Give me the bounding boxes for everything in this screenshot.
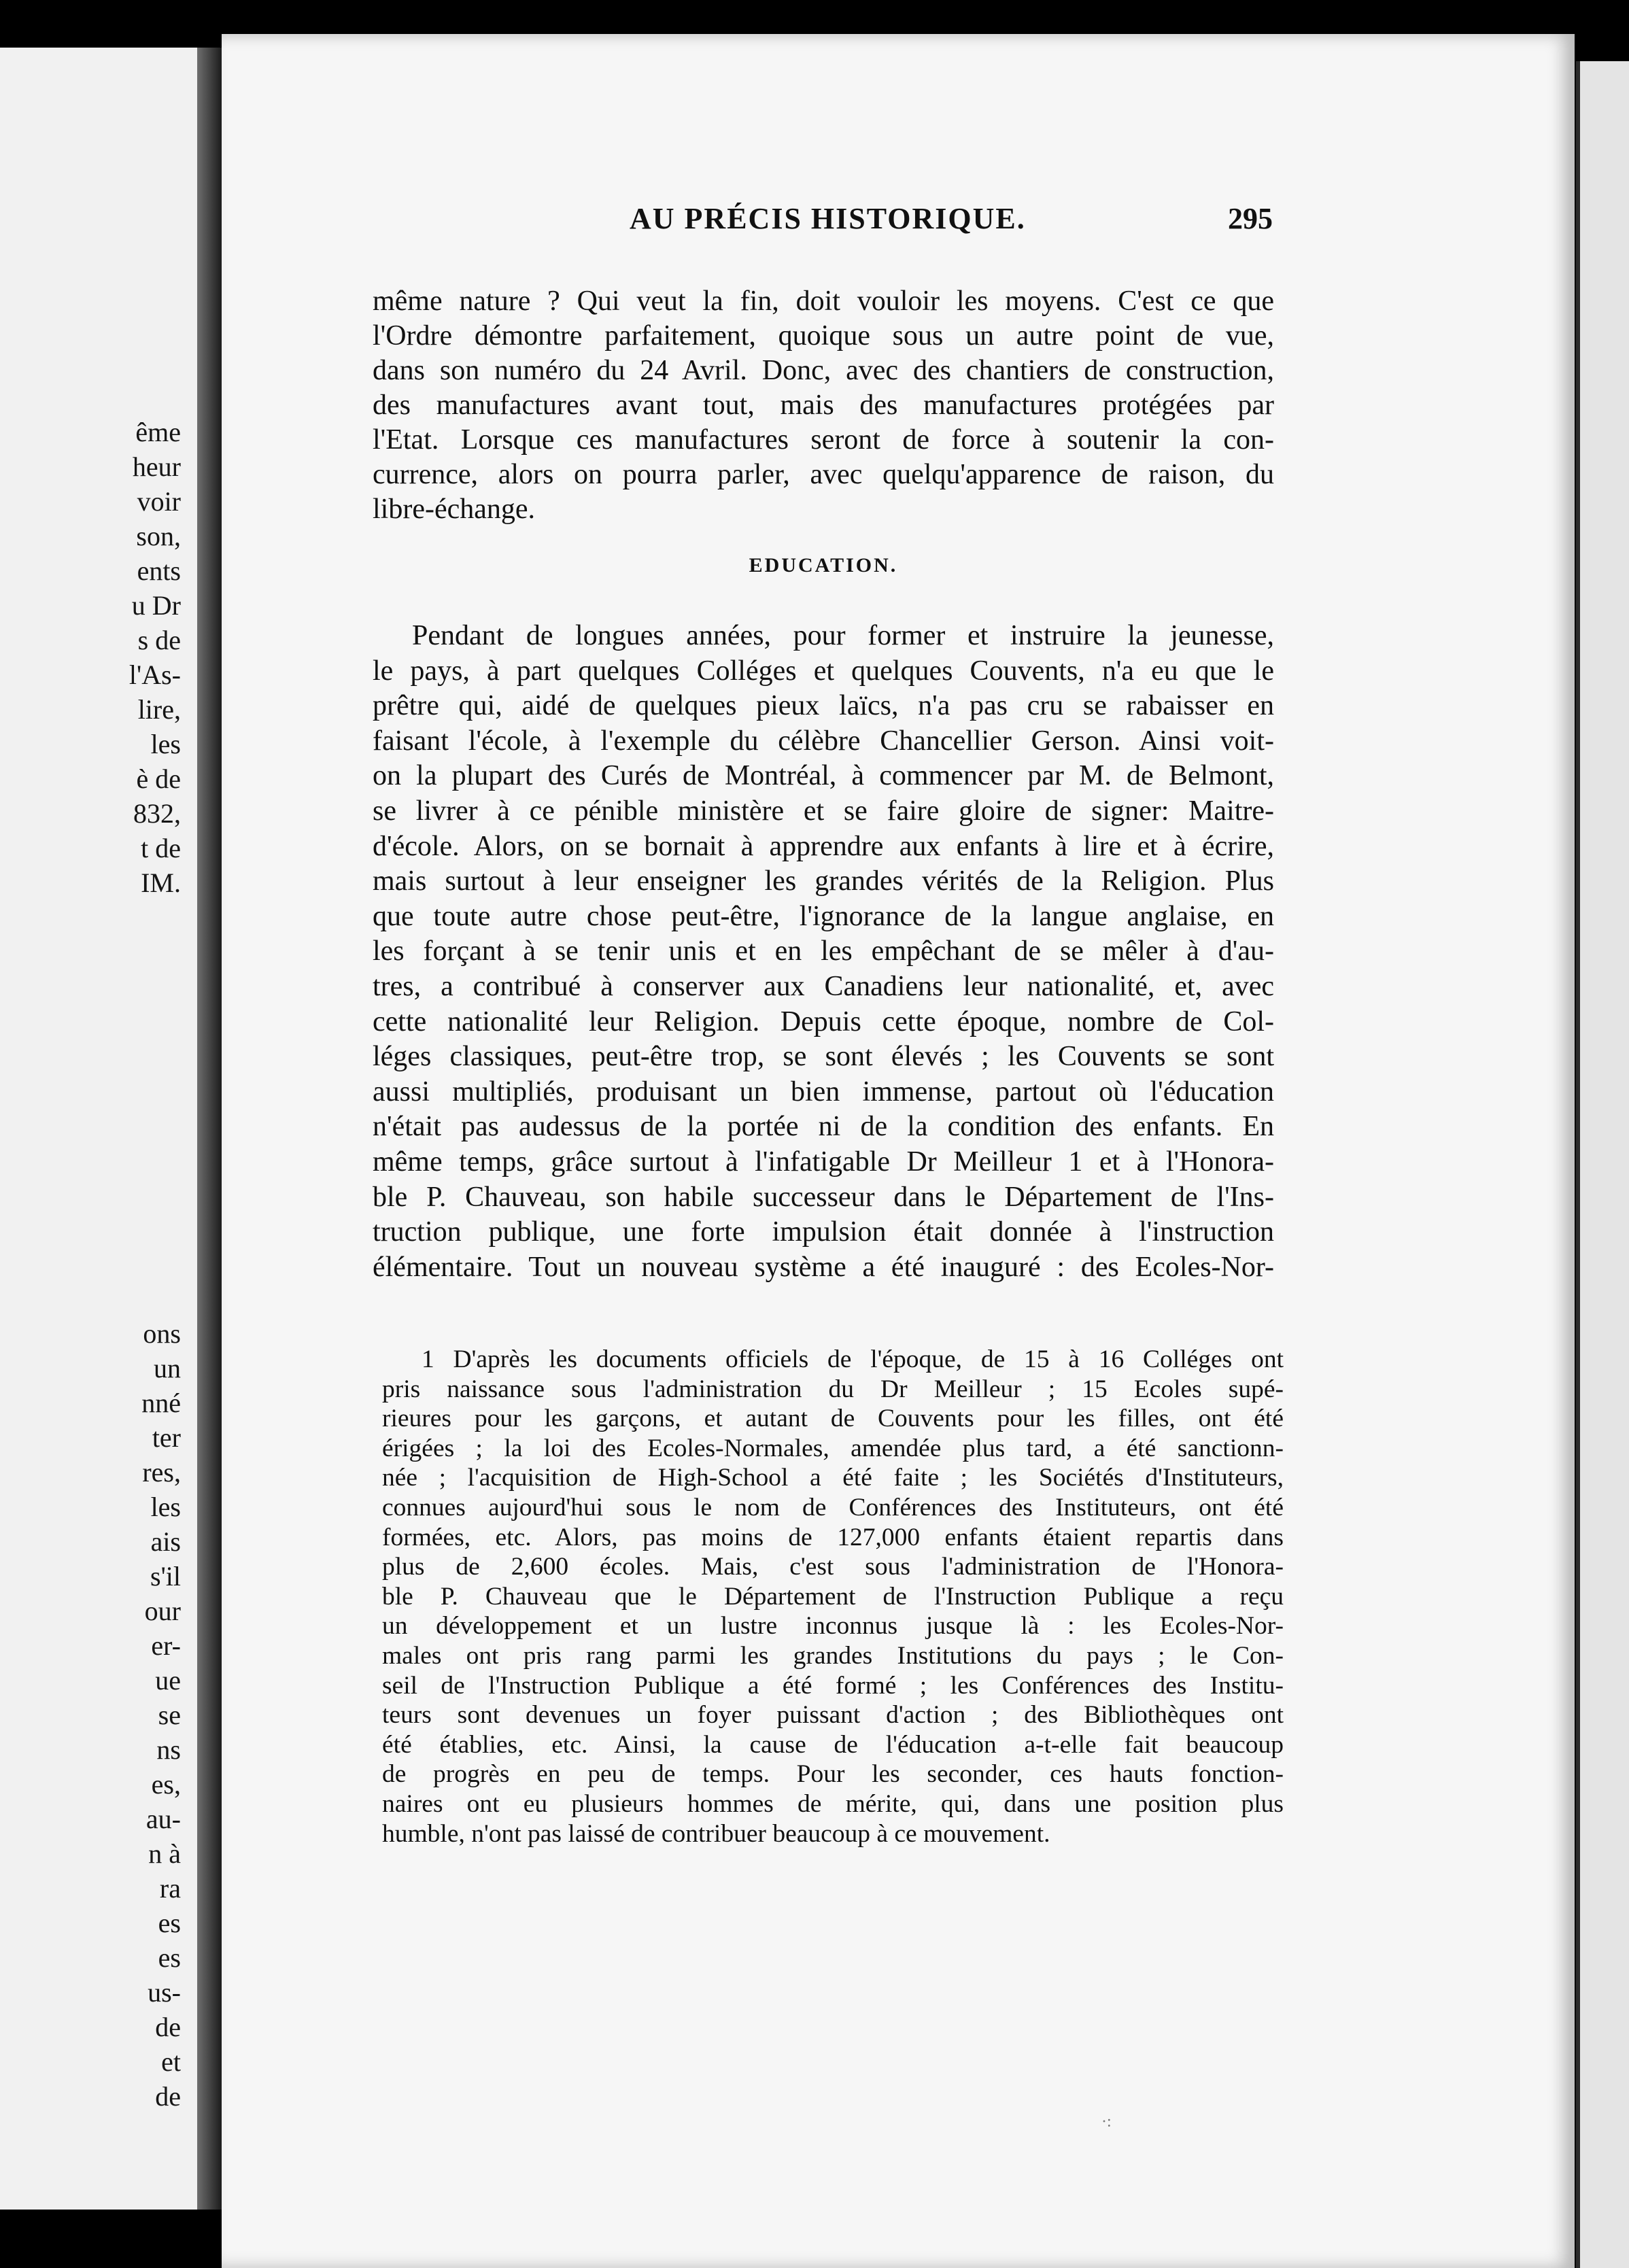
text-line: d'école. Alors, on se bornait à apprendre aux enfants à lire et à écrire, <box>373 830 1274 862</box>
facing-page-fragment: our <box>144 1596 181 1626</box>
facing-page-fragments <box>86 415 181 2114</box>
page-number: 295 <box>1228 202 1273 235</box>
footnote-line: érigées ; la loi des Ecoles-Normales, amendée plus tard, a été sanctionn- <box>382 1434 1284 1462</box>
facing-page-fragment: ra <box>159 1873 181 1904</box>
facing-page-fragment: es <box>158 1908 181 1938</box>
text-line: ble P. Chauveau, son habile successeur dans le Département de l'Ins- <box>373 1181 1274 1213</box>
text-line: faisant l'école, à l'exemple du célèbre Chancellier Gerson. Ainsi voit- <box>373 725 1274 757</box>
text-line: currence, alors on pourra parler, avec quelqu'apparence de raison, du <box>373 459 1274 490</box>
text-line: élémentaire. Tout un nouveau système a été inauguré : des Ecoles-Nor- <box>373 1251 1274 1283</box>
facing-page-fragment: ais <box>150 1526 181 1557</box>
facing-page-fragment: ême <box>135 417 181 447</box>
facing-page-fragment: son, <box>136 521 181 551</box>
next-page-edge <box>1576 61 1629 2268</box>
footnote-line: 1 D'après les documents officiels de l'époque, de 15 à 16 Colléges ont <box>422 1345 1284 1373</box>
facing-page-fragment: res, <box>142 1457 181 1488</box>
footnote-line: née ; l'acquisition de High-School a été faite ; les Sociétés d'Instituteurs, <box>382 1464 1284 1492</box>
text-line: même nature ? Qui veut la fin, doit vouloir les moyens. C'est ce que <box>373 286 1274 317</box>
text-line: les forçant à se tenir unis et en les empêchant de se mêler à d'au- <box>373 935 1274 967</box>
text-line: dans son numéro du 24 Avril. Donc, avec des chantiers de construction, <box>373 355 1274 386</box>
facing-page-fragment: heur <box>132 451 181 482</box>
facing-page-fragment: ns <box>156 1734 181 1765</box>
facing-page-fragment: au- <box>145 1804 181 1834</box>
text-line: n'était pas audessus de la portée ni de la condition des enfants. En <box>373 1111 1274 1143</box>
footnote-line: pris naissance sous l'administration du Dr Meilleur ; 15 Ecoles supé- <box>382 1375 1284 1403</box>
facing-page-fragment: voir <box>137 486 181 517</box>
facing-page-fragment: l'As- <box>128 659 181 690</box>
facing-page-fragment: ue <box>155 1665 181 1696</box>
text-line: Pendant de longues années, pour former et instruire la jeunesse, <box>412 620 1274 651</box>
text-line: des manufactures avant tout, mais des manufactures protégées par <box>373 390 1274 421</box>
text-line: on la plupart des Curés de Montréal, à commencer par M. de Belmont, <box>373 760 1274 792</box>
facing-page-fragment: de <box>155 2081 181 2112</box>
facing-page-fragment: es <box>158 1942 181 1973</box>
footnote-line: ble P. Chauveau que le Département de l'Instruction Publique a reçu <box>382 1582 1284 1611</box>
facing-page-fragment: les <box>150 1492 181 1522</box>
footnote-line: connues aujourd'hui sous le nom de Conférences des Instituteurs, ont été <box>382 1493 1284 1522</box>
text-line: tres, a contribué à conserver aux Canadiens leur nationalité, et, avec <box>373 970 1274 1002</box>
facing-page-fragment: de <box>155 2012 181 2042</box>
text-line: se livrer à ce pénible ministère et se faire gloire de signer: Maitre- <box>373 795 1274 827</box>
running-head: AU PRÉCIS HISTORIQUE. <box>630 202 1026 235</box>
facing-page-fragment: s'il <box>150 1561 181 1592</box>
facing-page-fragment: t de <box>141 833 181 863</box>
footnote-line: humble, n'ont pas laissé de contribuer beaucoup à ce mouvement. <box>382 1819 1050 1848</box>
facing-page-fragment: un <box>154 1353 181 1384</box>
facing-page-fragment: nné <box>141 1388 181 1418</box>
text-line: mais surtout à leur enseigner les grandes vérités de la Religion. Plus <box>373 865 1274 897</box>
facing-page-fragment: 832, <box>133 798 181 829</box>
text-line: aussi multipliés, produisant un bien immense, partout où l'éducation <box>373 1076 1274 1107</box>
text-line: le pays, à part quelques Colléges et quelques Couvents, n'a eu que le <box>373 655 1274 687</box>
facing-page-fragment: s de <box>137 625 181 655</box>
facing-page-fragment: è de <box>136 763 181 794</box>
text-line: l'Etat. Lorsque ces manufactures seront de force à soutenir la con- <box>373 424 1274 456</box>
text-line: truction publique, une forte impulsion était donnée à l'instruction <box>373 1216 1274 1248</box>
footnote-line: males ont pris rang parmi les grandes Institutions du pays ; le Con- <box>382 1641 1284 1670</box>
intro-paragraph <box>373 284 1274 527</box>
footnote-line: seil de l'Instruction Publique a été formé ; les Conférences des Institu- <box>382 1671 1284 1700</box>
section-title: EDUCATION. <box>749 554 898 577</box>
education-paragraph <box>373 619 1274 1285</box>
footnote-line: été établies, etc. Ainsi, la cause de l'éducation a-t-elle fait beaucoup <box>382 1730 1284 1759</box>
footnote-line: naires ont eu plusieurs hommes de mérite, qui, dans une position plus <box>382 1789 1284 1818</box>
facing-page-fragment: se <box>158 1700 181 1730</box>
facing-page-fragment: n à <box>148 1838 181 1869</box>
facing-page-fragment: ons <box>143 1318 181 1349</box>
facing-page-fragment: ents <box>137 555 181 586</box>
footnote-line: un développement et un lustre inconnus jusque là : les Ecoles-Nor- <box>382 1612 1284 1640</box>
facing-page-fragment: es, <box>151 1769 181 1800</box>
facing-page-fragment: u Dr <box>131 590 181 621</box>
facing-page-left <box>0 48 199 2210</box>
facing-page-fragment: ter <box>152 1422 181 1453</box>
facing-page-fragment: les <box>150 729 181 759</box>
facing-page-fragment: us- <box>148 1977 181 2008</box>
text-line: l'Ordre démontre parfaitement, quoique sous un autre point de vue, <box>373 320 1274 351</box>
facing-page-fragment: IM. <box>141 867 181 898</box>
text-line: léges classiques, peut-être trop, se sont élevés ; les Couvents se sont <box>373 1041 1274 1073</box>
footnote-line: plus de 2,600 écoles. Mais, c'est sous l'administration de l'Honora- <box>382 1553 1284 1581</box>
footnote-line: formées, etc. Alors, pas moins de 127,000 enfants étaient repartis dans <box>382 1523 1284 1551</box>
text-line: que toute autre chose peut-être, l'ignorance de la langue anglaise, en <box>373 900 1274 932</box>
footnote-line: teurs sont devenues un foyer puissant d'action ; des Bibliothèques ont <box>382 1701 1284 1730</box>
facing-page-fragment: et <box>161 2046 181 2077</box>
footnote-line: rieures pour les garçons, et autant de Couvents pour les filles, ont été <box>382 1405 1284 1433</box>
text-line: libre-échange. <box>373 494 536 525</box>
page-header <box>413 201 1273 256</box>
footnote <box>382 1345 1284 1849</box>
facing-page-fragment: lire, <box>137 694 181 725</box>
facing-page-fragment: er- <box>151 1630 181 1661</box>
footnote-line: de progrès en peu de temps. Pour les seconder, ces hauts fonction- <box>382 1760 1284 1789</box>
text-line: prêtre qui, aidé de quelques pieux laïcs, n'a pas cru se rabaisser en <box>373 690 1274 722</box>
text-line: cette nationalité leur Religion. Depuis cette époque, nombre de Col- <box>373 1006 1274 1037</box>
scan-speck: ·: <box>1101 2113 1112 2131</box>
fragment-gap <box>86 900 181 1316</box>
book-gutter <box>197 48 222 2210</box>
text-line: même temps, grâce surtout à l'infatigable Dr Meilleur 1 et à l'Honora- <box>373 1146 1274 1178</box>
